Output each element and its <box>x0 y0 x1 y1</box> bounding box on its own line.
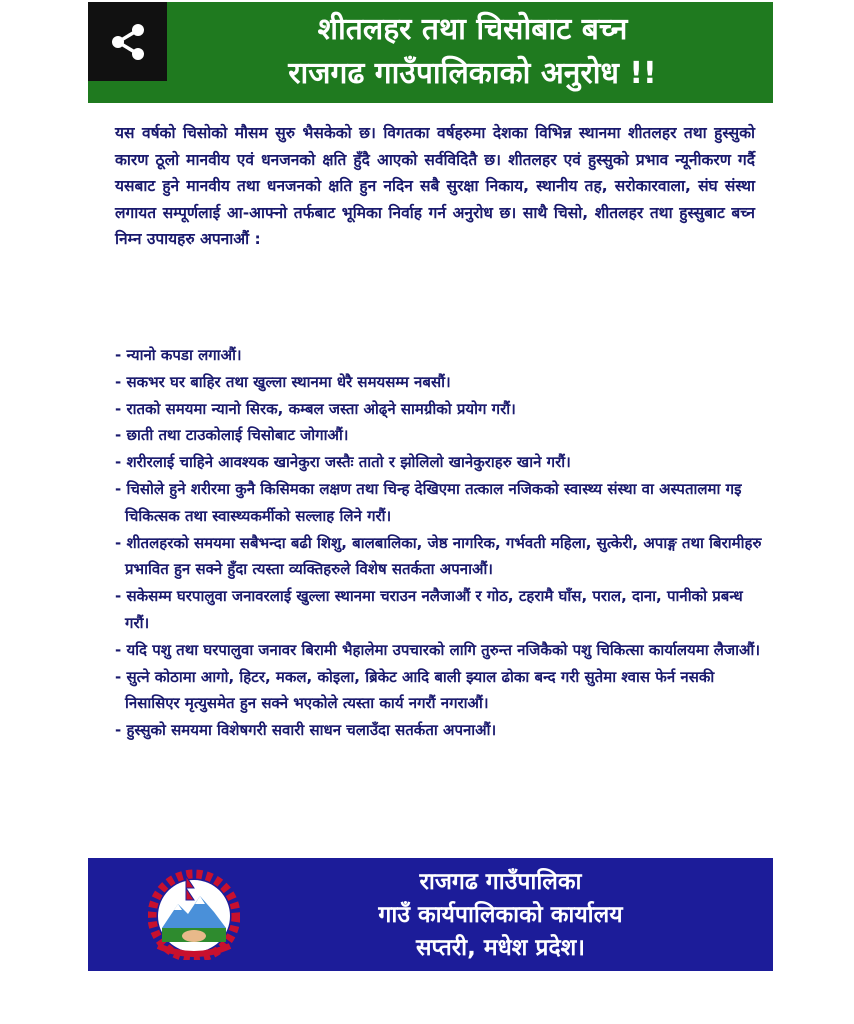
page-title <box>178 8 767 98</box>
office-address <box>248 866 753 965</box>
list-item: - सुत्ने कोठामा आगो, हिटर, मकल, कोइला, ब्रिकेट आदि बाली झ्याल ढोका बन्द गरी सुतेमा श्वास फेर्न नसकी निसासिएर मृत्युसमेत हुन सक्ने भएकोले त्यस्ता कार्य नगरौं नगराऔं। <box>115 667 715 713</box>
tips-list <box>115 342 765 744</box>
nepal-emblem-logo <box>148 868 240 960</box>
title-line-1: शीतलहर तथा चिसोबाट बच्न <box>317 12 628 47</box>
list-item: - शरीरलाई चाहिने आवश्यक खानेकुरा जस्तैः तातो र झोलिलो खानेकुराहरु खाने गरौं। <box>115 453 571 472</box>
list-item: - छाती तथा टाउकोलाई चिसोबाट जोगाऔं। <box>115 426 349 445</box>
intro-paragraph: यस वर्षको चिसोको मौसम सुरु भैसकेको छ। विगतका वर्षहरुमा देशका विभिन्न स्थानमा शीतलहर तथा हुस्सुको कारण ठूलो मानवीय एवं धनजनको क्षति हुँदै आएको सर्वविदितै छ। शीतलहर एवं हुस्सुको प्रभाव न्यूनीकरण गर्दै यसबाट हुने मानवीय तथा धनजनको क्षति हुन नदिन सबै सुरक्षा निकाय, स्थानीय तह, सरोकारवाला, संघ संस्था लगायत सम्पूर्णलाई आ-आफ्नो तर्फबाट भूमिका निर्वाह गर्न अनुरोध छ। साथै चिसो, शीतलहर तथा हुस्सुबाट बच्न निम्न उपायहरु अपनाऔं : <box>115 124 755 249</box>
share-button[interactable] <box>88 2 167 81</box>
list-item: - सकभर घर बाहिर तथा खुल्ला स्थानमा धेरै समयसम्म नबसौं। <box>115 372 451 391</box>
footer-line-3: सप्तरी, मधेश प्रदेश। <box>415 935 586 961</box>
list-item: - हुस्सुको समयमा विशेषगरी सवारी साधन चलाउँदा सतर्कता अपनाऔं। <box>115 721 497 740</box>
header-banner <box>88 2 773 103</box>
list-item: - रातको समयमा न्यानो सिरक, कम्बल जस्ता ओढ्ने सामग्रीको प्रयोग गरौं। <box>115 399 516 418</box>
list-item: - चिसोले हुने शरीरमा कुनै किसिमका लक्षण तथा चिन्ह देखिएमा तत्काल नजिकको स्वास्थ्य संस्था वा अस्पतालमा गइ चिकित्सक तथा स्वास्थ्यकर्मीको सल्लाह लिने गरौं। <box>115 479 742 525</box>
title-line-2: राजगढ गाउँपालिकाको अनुरोध !! <box>288 56 657 91</box>
footer-line-1: राजगढ गाउँपालिका <box>419 869 582 895</box>
share-icon <box>106 20 150 64</box>
list-item: - सकेसम्म घरपालुवा जनावरलाई खुल्ला स्थानमा चराउन नलैजाऔं र गोठ, टहरामै घाँस, पराल, दाना, पानीको प्रबन्ध गरौं। <box>115 587 743 632</box>
footer-line-2: गाउँ कार्यपालिकाको कार्यालय <box>378 902 623 928</box>
list-item: - शीतलहरको समयमा सबैभन्दा बढी शिशु, बालबालिका, जेष्ठ नागरिक, गर्भवती महिला, सुत्केरी, अपाङ्ग तथा बिरामीहरु प्रभावित हुन सक्ने हुँदा त्यस्ता व्यक्तिहरुले विशेष सतर्कता अपनाऔं। <box>115 533 762 579</box>
footer-banner <box>88 858 773 971</box>
list-item: - न्यानो कपडा लगाऔं। <box>115 346 242 364</box>
list-item: - यदि पशु तथा घरपालुवा जनावर बिरामी भैहालेमा उपचारको लागि तुरुन्त नजिकैको पशु चिकित्सा कार्यालयमा लैजाऔं। <box>115 640 761 659</box>
